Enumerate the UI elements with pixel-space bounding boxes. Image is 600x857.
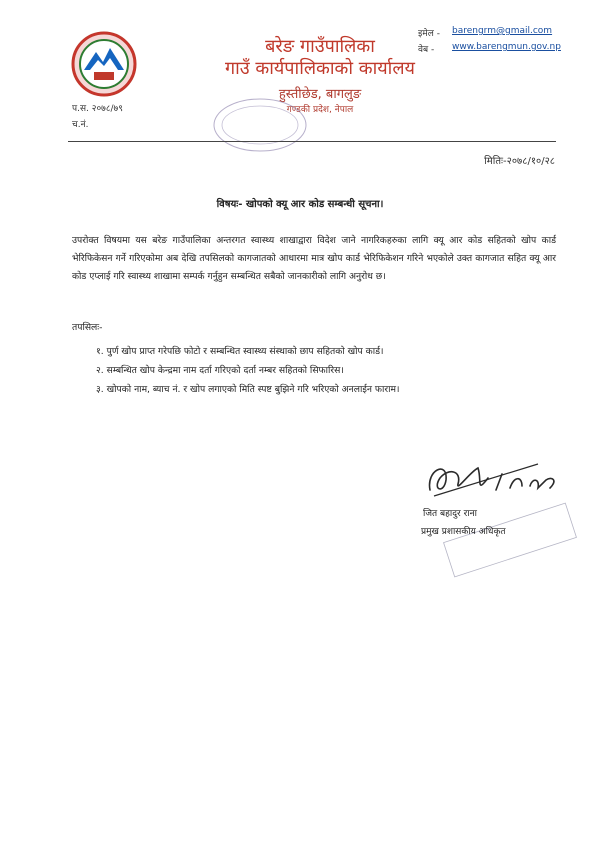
office-address: हुस्तीछेड, बागलुङ bbox=[278, 87, 362, 102]
signatory-name: जित बहादुर राना bbox=[423, 509, 477, 519]
letter-date: मितिः-२०७८/१०/२८ bbox=[484, 156, 555, 167]
web-link[interactable]: www.barengmun.gov.np bbox=[452, 42, 561, 52]
web-label: वेब - bbox=[418, 45, 435, 55]
list-item: ३. खोपको नाम, ब्याच नं. र खोप लगाएको मिति स्पष्ट बुझिने गरि भरिएको अनलाईन फाराम। bbox=[96, 384, 400, 395]
municipality-emblem-icon bbox=[70, 30, 138, 98]
list-item: २. सम्बन्धित खोप केन्द्रमा नाम दर्ता गरिएको दर्ता नम्बर सहितको सिफारिस। bbox=[96, 365, 344, 376]
header-divider bbox=[68, 141, 556, 142]
email-link[interactable]: barengrm@gmail.com bbox=[452, 26, 553, 36]
office-name-line1: बरेङ गाउँपालिका bbox=[265, 36, 375, 57]
email-label: इमेल - bbox=[418, 29, 441, 39]
subject-line: विषयः- खोपको क्यू आर कोड सम्बन्धी सूचना। bbox=[216, 199, 384, 210]
dispatch-number: च.नं. bbox=[72, 120, 89, 130]
office-stamp-icon bbox=[150, 50, 330, 160]
signatory-title: प्रमुख प्रशासकीय अधिकृत bbox=[421, 527, 506, 537]
signature-stamp-icon bbox=[440, 500, 580, 580]
body-paragraph: उपरोक्त विषयमा यस बरेङ गाउँपालिका अन्तरगत स्वास्थ्य शाखाद्वारा विदेश जाने नागरिकहरुका लागि क्यू आर कोड सहितको खोप कार्ड भेरिफिकेसन गर्ने गरिएकोमा अब देखि तपसिलको कागजातको आधारमा मात्र खोप कार्ड भेरिफिकेशन गरिने भएकोले उक्त कागजात सहित क्यू आर कोड एप्लाई गरि स्वास्थ्य शाखामा सम्पर्क गर्नुहुन सम्बन्धित सबैको जानकारीको लागि अनुरोध छ। bbox=[72, 235, 556, 282]
details-label: तपसिलः- bbox=[72, 322, 103, 333]
letter-number: प.स. २०७८/७९ bbox=[72, 104, 123, 114]
office-province: गण्डकी प्रदेश, नेपाल bbox=[286, 105, 354, 115]
list-item: १. पुर्ण खोप प्राप्त गरेपछि फोटो र सम्बन्धित स्वास्थ्य संस्थाको छाप सहितको खोप कार्ड। bbox=[96, 346, 384, 357]
office-name-line2: गाउँ कार्यपालिकाको कार्यालय bbox=[225, 58, 415, 79]
